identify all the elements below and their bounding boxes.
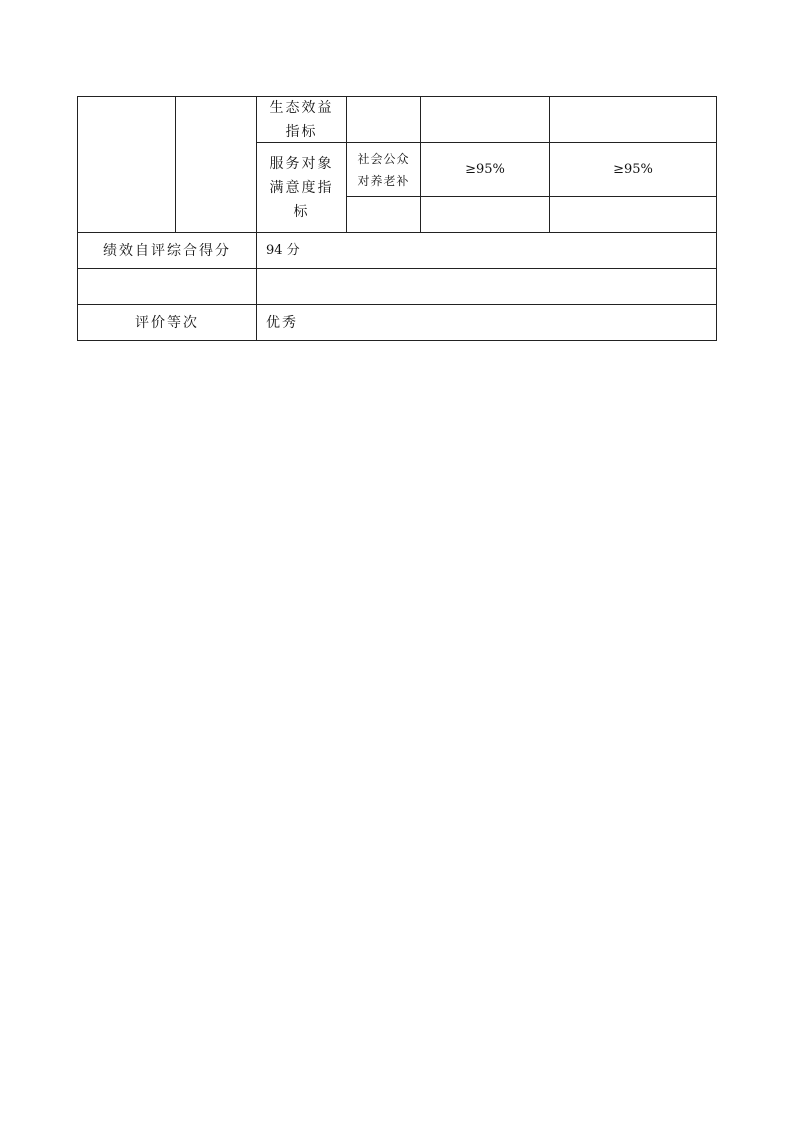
self-evaluation-score: 94 分 <box>266 242 300 258</box>
target-value: ≥95% <box>465 161 505 177</box>
actual-value: ≥95% <box>613 161 653 177</box>
ecological-benefit-indicator: 生态效益 指标 <box>269 99 334 140</box>
table-bottom-border <box>77 340 717 341</box>
blank-label-cell <box>78 269 256 304</box>
performance-evaluation-table <box>77 96 717 340</box>
row-divider <box>346 196 717 197</box>
self-evaluation-label: 绩效自评综合得分 <box>103 242 231 259</box>
evaluation-grade-label: 评价等次 <box>135 314 199 331</box>
blank-value-cell <box>257 269 716 304</box>
table-top-border <box>77 96 717 97</box>
public-pension-subsidy-indicator: 社会公众 对养老补 <box>357 151 410 188</box>
service-satisfaction-indicator: 服务对象 满意度指 标 <box>269 155 334 220</box>
table-right-border <box>716 96 717 340</box>
column-divider <box>175 96 176 232</box>
evaluation-grade-value: 优秀 <box>266 314 298 331</box>
